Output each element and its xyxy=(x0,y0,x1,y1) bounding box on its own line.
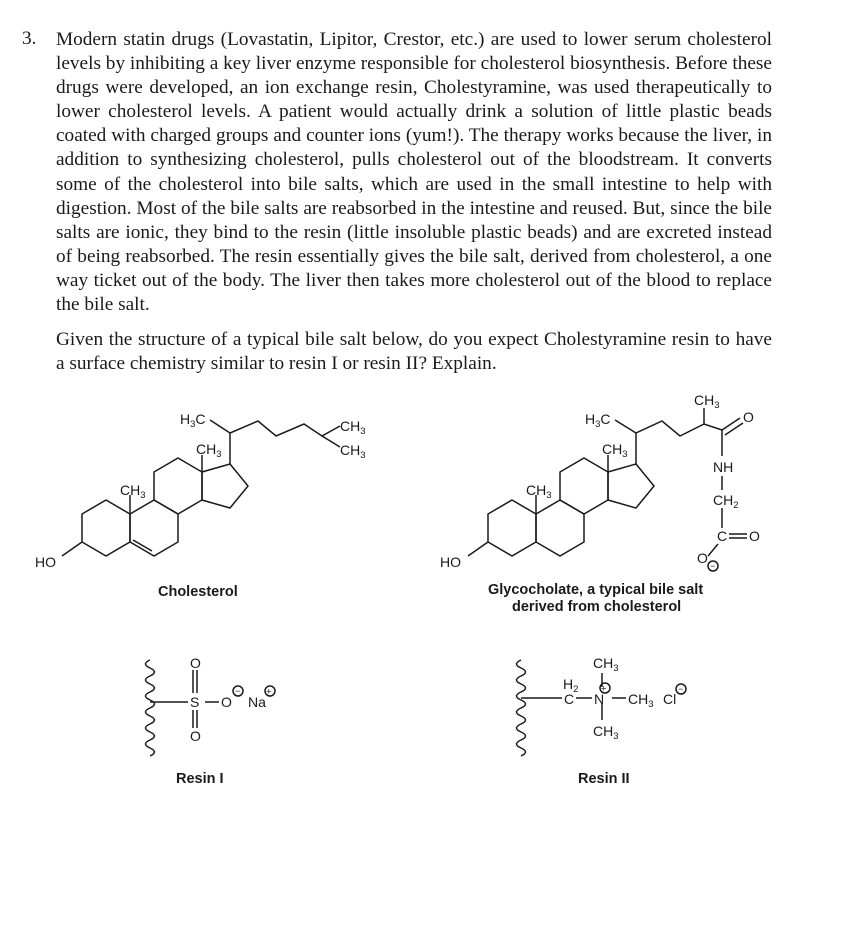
question-paragraph: Modern statin drugs (Lovastatin, Lipitor, Crestor, etc.) are used to lower serum cholesterol levels by inhibiting a key liver enzyme responsible for cholesterol biosynthesis. Before these drugs were developed, an ion exchange resin, Cholestyramine, was used therapeutically to lower cholesterol levels. A patient would actually drink a solution of little plastic beads coated with charged groups and counter ions (yum!). The therapy works because the liver, in addition to synthesizing cholesterol, pulls cholesterol out of the bloodstream. It converts some of the cholesterol into bile salts, which are used in the small intestine to help with digestion. Most of the bile salts are reabsorbed in the intestine and reused. But, since the bile salts are ionic, they bind to the resin (little insoluble plastic beads) and are excreted instead of being reabsorbed. The resin essentially gives the bile salt, derived from cholesterol, a one way ticket out of the body. The liver then takes more cholesterol out of the blood to replace the bile salt. xyxy=(56,29,772,316)
glycocholate-side-methyl-label xyxy=(694,392,720,411)
glycocholate-amide-co-bond-1 xyxy=(722,418,740,430)
resin-2-negative-charge-sign: − xyxy=(678,684,684,694)
resin-2-polymer-backbone xyxy=(517,660,526,756)
cholesterol-h3c-label xyxy=(180,411,206,430)
resin-1-negative-charge-sign: − xyxy=(235,686,241,696)
cholesterol-terminal-methyl-2-ch: CH xyxy=(340,442,361,458)
glycocholate-side-methyl-ch: CH xyxy=(694,392,715,408)
glycocholate-ring-c xyxy=(560,458,608,514)
resin-2-positive-charge-sign: + xyxy=(601,683,607,695)
glycocholate-structure xyxy=(440,392,760,615)
cholesterol-methyl-18-label xyxy=(196,441,222,460)
cholesterol-methyl-19-sub: 3 xyxy=(140,490,146,501)
cholesterol-structure xyxy=(35,411,366,600)
glycocholate-ch2-ch: CH xyxy=(713,492,734,508)
glycocholate-ring-d xyxy=(608,464,654,508)
glycocholate-nh-label: NH xyxy=(713,459,734,475)
resin-1-structure xyxy=(146,655,276,787)
cholesterol-terminal-methyl-2-sub: 3 xyxy=(360,450,366,461)
cholesterol-terminal-methyl-2-label xyxy=(340,442,366,461)
glycocholate-h3c-c: C xyxy=(600,411,611,427)
resin-1-s-label: S xyxy=(190,694,200,710)
cholesterol-terminal-methyl-bond xyxy=(322,436,340,447)
cholesterol-methyl-19-ch: CH xyxy=(120,482,141,498)
resin-1-positive-charge-sign: + xyxy=(266,686,272,698)
glycocholate-amide-co-bond-2 xyxy=(725,423,743,435)
cholesterol-ring-a xyxy=(82,500,130,556)
glycocholate-h3c-label xyxy=(585,411,611,430)
glycocholate-methyl-18-sub: 3 xyxy=(622,449,628,460)
cholesterol-h3c-c: C xyxy=(195,411,206,427)
cholesterol-caption: Cholesterol xyxy=(158,584,238,600)
resin-2-methyl-top-label xyxy=(593,655,619,674)
cholesterol-terminal-methyl-1-label xyxy=(340,418,366,437)
resin-2-methyl-bottom-label xyxy=(593,723,619,742)
resin-2-caption: Resin II xyxy=(578,771,630,787)
resin-2-methyl-right-label xyxy=(628,691,654,710)
cholesterol-ho-label: HO xyxy=(35,554,56,570)
cholesterol-methyl-19-label xyxy=(120,482,146,501)
glycocholate-h3c-sub: 3 xyxy=(595,419,601,430)
cholesterol-h3c-h: H xyxy=(180,411,191,427)
glycocholate-ring-a xyxy=(488,500,536,556)
resin-2-methyl-right-sub: 3 xyxy=(648,699,654,710)
glycocholate-side-chain xyxy=(636,421,722,464)
resin-1-caption: Resin I xyxy=(176,771,224,787)
cholesterol-ho-bond xyxy=(62,542,82,556)
glycocholate-caption-line-2: derived from cholesterol xyxy=(512,599,682,615)
resin-1-oxide-o-label: O xyxy=(221,694,232,710)
resin-2-n-label: N xyxy=(594,691,605,707)
resin-2-structure xyxy=(517,655,687,787)
question-number: 3. xyxy=(22,28,37,49)
glycocholate-methyl-18-label xyxy=(602,441,628,460)
resin-1-o-bottom-label: O xyxy=(190,728,201,744)
glycocholate-ch2-label xyxy=(713,492,739,511)
cholesterol-terminal-methyl-1-sub: 3 xyxy=(360,426,366,437)
cholesterol-methyl-18-sub: 3 xyxy=(216,449,222,460)
glycocholate-side-methyl-sub: 3 xyxy=(714,400,720,411)
question-prompt: Given the structure of a typical bile salt below, do you expect Cholestyramine resin to have a surface chemistry similar to resin I or resin II? Explain. xyxy=(56,329,772,375)
glycocholate-c-o-bond xyxy=(708,544,718,556)
resin-1-polymer-backbone xyxy=(146,660,155,756)
cholesterol-h3c-sub: 3 xyxy=(190,419,196,430)
glycocholate-methyl-19-label xyxy=(526,482,552,501)
resin-1-o-top-label: O xyxy=(190,655,201,671)
resin-2-cl-label: Cl xyxy=(663,691,677,707)
glycocholate-oxide-o-label: O xyxy=(697,550,708,566)
cholesterol-ring-c xyxy=(154,458,202,514)
resin-2-methyl-bottom-ch: CH xyxy=(593,723,614,739)
glycocholate-ho-label: HO xyxy=(440,554,461,570)
resin-2-h2-h: H xyxy=(563,676,574,692)
glycocholate-negative-charge-sign: − xyxy=(710,561,716,571)
glycocholate-ch2-sub: 2 xyxy=(733,500,739,511)
glycocholate-ho-bond xyxy=(468,542,488,556)
glycocholate-amide-o-label: O xyxy=(743,409,754,425)
glycocholate-caption-line-1: Glycocholate, a typical bile salt xyxy=(488,582,704,598)
resin-2-h2-sub: 2 xyxy=(573,684,579,695)
cholesterol-ring-b xyxy=(130,500,178,556)
resin-2-c-label: C xyxy=(564,691,575,707)
cholesterol-ring-d xyxy=(202,464,248,508)
glycocholate-ring-b xyxy=(536,500,584,556)
cholesterol-terminal-methyl-1-ch: CH xyxy=(340,418,361,434)
resin-2-methyl-bottom-sub: 3 xyxy=(613,731,619,742)
resin-1-na-label: Na xyxy=(248,694,266,710)
glycocholate-methyl-19-ch: CH xyxy=(526,482,547,498)
glycocholate-methyl-18-ch: CH xyxy=(602,441,623,457)
glycocholate-h3c-h: H xyxy=(585,411,596,427)
glycocholate-h3c-bond xyxy=(615,420,636,433)
resin-2-methyl-top-ch: CH xyxy=(593,655,614,671)
glycocholate-methyl-19-sub: 3 xyxy=(546,490,552,501)
cholesterol-side-chain xyxy=(230,421,340,464)
glycocholate-carboxyl-c-label: C xyxy=(717,528,728,544)
glycocholate-carboxyl-o-label: O xyxy=(749,528,760,544)
resin-2-methyl-right-ch: CH xyxy=(628,691,649,707)
resin-2-methyl-top-sub: 3 xyxy=(613,663,619,674)
cholesterol-h3c-bond xyxy=(210,420,230,433)
cholesterol-methyl-18-ch: CH xyxy=(196,441,217,457)
